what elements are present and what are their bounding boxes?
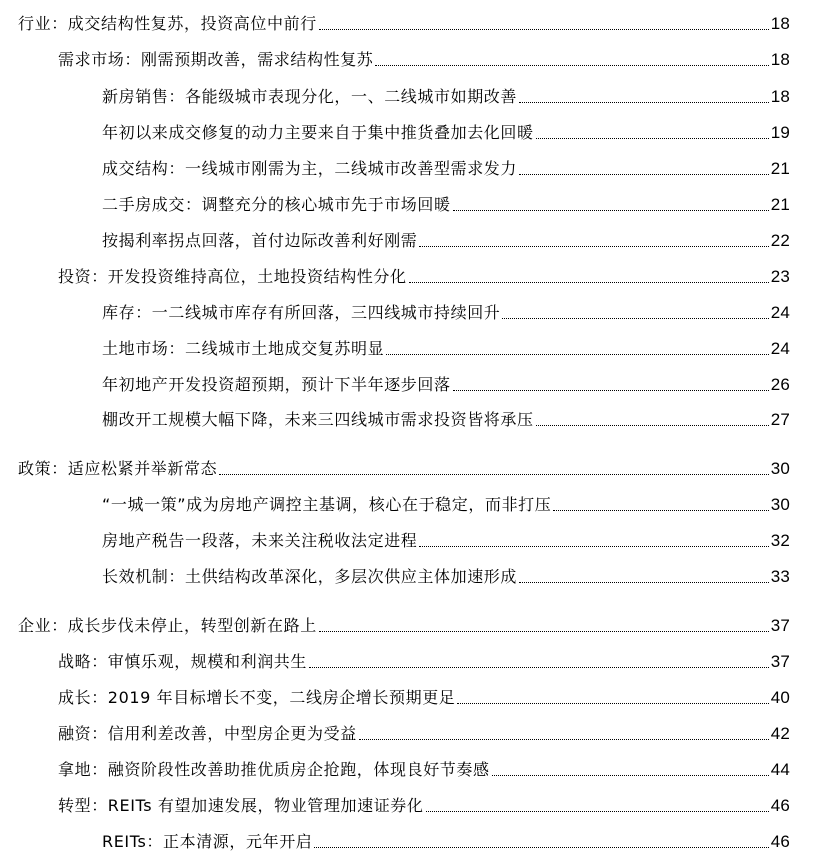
dot-leader bbox=[519, 582, 769, 583]
toc-entry-title: 转型：REITs 有望加速发展，物业管理加速证券化 bbox=[58, 796, 424, 815]
dot-leader bbox=[319, 29, 769, 30]
toc-entry[interactable] bbox=[102, 406, 790, 430]
toc-entry[interactable] bbox=[58, 792, 790, 816]
toc-entry-page: 30 bbox=[770, 495, 790, 514]
toc-entry-page: 46 bbox=[770, 796, 790, 815]
dot-leader bbox=[502, 318, 768, 319]
dot-leader bbox=[453, 390, 769, 391]
dot-leader bbox=[375, 65, 768, 66]
toc-entry-title: 房地产税告一段落，未来关注税收法定进程 bbox=[102, 531, 418, 550]
toc-entry-title: 融资：信用利差改善，中型房企更为受益 bbox=[58, 724, 357, 743]
toc-entry-page: 21 bbox=[770, 195, 790, 214]
toc-entry[interactable] bbox=[18, 10, 790, 34]
toc-entry-page: 42 bbox=[770, 724, 790, 743]
dot-leader bbox=[426, 811, 769, 812]
toc-entry[interactable] bbox=[102, 527, 790, 551]
toc-entry-title: 年初以来成交修复的动力主要来自于集中推货叠加去化回暖 bbox=[102, 123, 534, 142]
toc-entry[interactable] bbox=[102, 563, 790, 587]
toc-entry-title: “一城一策”成为房地产调控主基调，核心在于稳定，而非打压 bbox=[102, 495, 552, 514]
toc-entry-title: 新房销售：各能级城市表现分化，一、二线城市如期改善 bbox=[102, 87, 518, 106]
dot-leader bbox=[519, 102, 769, 103]
toc-entry[interactable] bbox=[58, 756, 790, 780]
dot-leader bbox=[536, 425, 769, 426]
toc-entry[interactable] bbox=[102, 227, 790, 251]
toc-entry-page: 44 bbox=[770, 760, 790, 779]
toc-entry-title: 企业：成长步伐未停止，转型创新在路上 bbox=[18, 616, 317, 635]
toc-entry[interactable] bbox=[102, 83, 790, 107]
toc-entry-title: 投资：开发投资维持高位，土地投资结构性分化 bbox=[58, 267, 407, 286]
toc-entry-title: 战略：审慎乐观，规模和利润共生 bbox=[58, 652, 308, 671]
toc-entry-page: 24 bbox=[770, 339, 790, 358]
toc-entry[interactable] bbox=[58, 263, 790, 287]
toc-entry-page: 18 bbox=[770, 14, 790, 33]
toc-entry[interactable] bbox=[102, 371, 790, 395]
toc-entry-page: 19 bbox=[770, 123, 790, 142]
toc-entry-page: 37 bbox=[770, 652, 790, 671]
toc-entry-title: 年初地产开发投资超预期，预计下半年逐步回落 bbox=[102, 375, 451, 394]
toc-entry[interactable] bbox=[58, 684, 790, 708]
toc-entry[interactable] bbox=[102, 191, 790, 215]
toc-entry-page: 21 bbox=[770, 159, 790, 178]
dot-leader bbox=[453, 210, 769, 211]
toc-entry[interactable] bbox=[102, 335, 790, 359]
dot-leader bbox=[519, 174, 769, 175]
toc-entry-title: 二手房成交：调整充分的核心城市先于市场回暖 bbox=[102, 195, 451, 214]
toc-entry-title: 长效机制：土供结构改革深化，多层次供应主体加速形成 bbox=[102, 567, 518, 586]
toc-entry-title: 库存：一二线城市库存有所回落，三四线城市持续回升 bbox=[102, 303, 501, 322]
toc-entry[interactable] bbox=[18, 612, 790, 636]
toc-entry[interactable] bbox=[102, 119, 790, 143]
toc-entry-page: 18 bbox=[770, 87, 790, 106]
toc-entry[interactable] bbox=[58, 720, 790, 744]
toc-entry-page: 33 bbox=[770, 567, 790, 586]
dot-leader bbox=[309, 667, 769, 668]
toc-entry-page: 24 bbox=[770, 303, 790, 322]
toc-entry[interactable] bbox=[18, 455, 790, 479]
toc-entry-page: 23 bbox=[770, 267, 790, 286]
toc-entry-title: 拿地：融资阶段性改善助推优质房企抢跑，体现良好节奏感 bbox=[58, 760, 490, 779]
dot-leader bbox=[536, 138, 769, 139]
dot-leader bbox=[419, 546, 768, 547]
toc-entry-title: 棚改开工规模大幅下降，未来三四线城市需求投资皆将承压 bbox=[102, 410, 534, 429]
toc-entry-page: 30 bbox=[770, 459, 790, 478]
toc-entry-page: 22 bbox=[770, 231, 790, 250]
dot-leader bbox=[314, 847, 768, 848]
toc-entry-title: 按揭利率拐点回落，首付边际改善利好刚需 bbox=[102, 231, 418, 250]
dot-leader bbox=[457, 703, 768, 704]
toc-entry-page: 27 bbox=[770, 410, 790, 429]
dot-leader bbox=[219, 474, 768, 475]
dot-leader bbox=[419, 246, 768, 247]
toc-entry-page: 37 bbox=[770, 616, 790, 635]
toc-entry-page: 46 bbox=[770, 832, 790, 851]
toc-entry[interactable] bbox=[102, 828, 790, 852]
dot-leader bbox=[386, 354, 768, 355]
toc-entry[interactable] bbox=[58, 648, 790, 672]
toc-entry-page: 18 bbox=[770, 50, 790, 69]
dot-leader bbox=[359, 739, 769, 740]
toc-entry-title: REITs：正本清源，元年开启 bbox=[102, 832, 313, 851]
toc-entry-title: 土地市场：二线城市土地成交复苏明显 bbox=[102, 339, 385, 358]
toc-entry-page: 40 bbox=[770, 688, 790, 707]
toc-entry-title: 成长：2019 年目标增长不变，二线房企增长预期更足 bbox=[58, 688, 456, 707]
dot-leader bbox=[492, 775, 769, 776]
toc-entry[interactable] bbox=[102, 155, 790, 179]
dot-leader bbox=[409, 282, 769, 283]
toc-entry-page: 32 bbox=[770, 531, 790, 550]
dot-leader bbox=[553, 510, 768, 511]
toc-entry-title: 行业：成交结构性复苏，投资高位中前行 bbox=[18, 14, 317, 33]
toc-entry[interactable] bbox=[102, 491, 790, 515]
toc-entry[interactable] bbox=[58, 46, 790, 70]
toc-entry-title: 需求市场：刚需预期改善，需求结构性复苏 bbox=[58, 50, 374, 69]
toc-entry-page: 26 bbox=[770, 375, 790, 394]
toc-entry-title: 成交结构：一线城市刚需为主，二线城市改善型需求发力 bbox=[102, 159, 518, 178]
dot-leader bbox=[319, 631, 769, 632]
toc-entry-title: 政策：适应松紧并举新常态 bbox=[18, 459, 218, 478]
toc-entry[interactable] bbox=[102, 299, 790, 323]
